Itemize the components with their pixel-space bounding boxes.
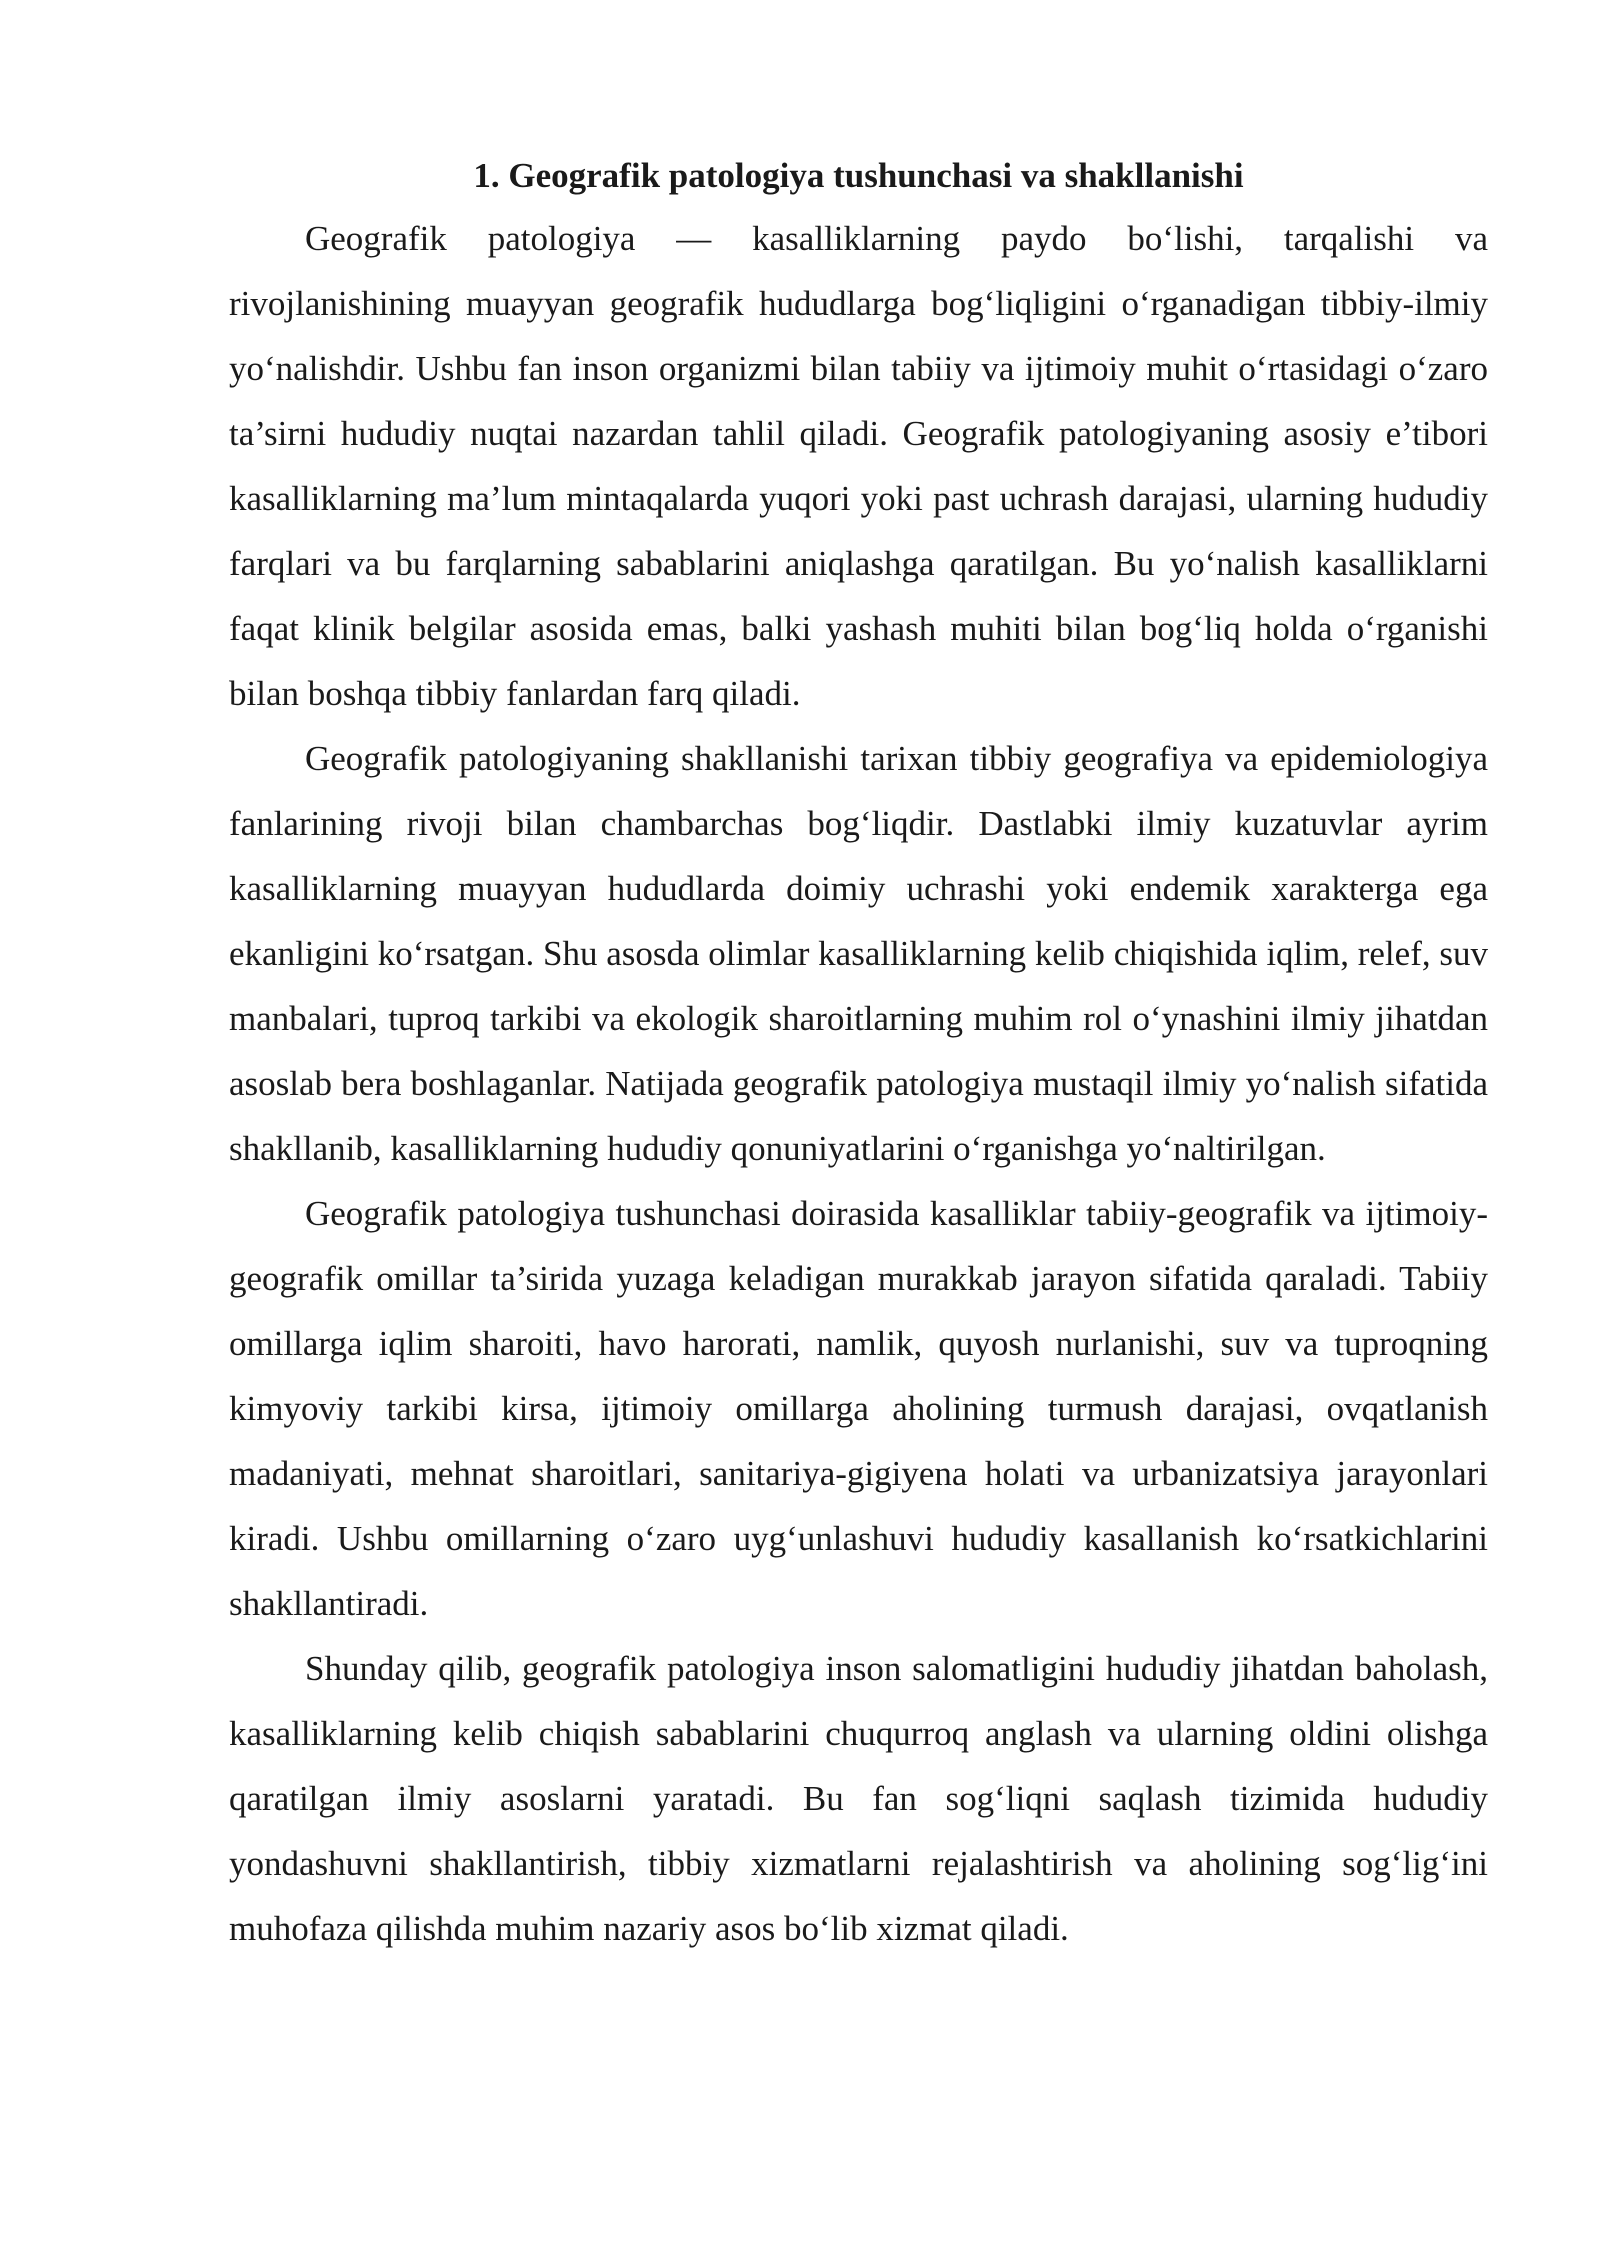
- paragraph-history: Geografik patologiyaning shakllanishi tarixan tibbiy geografiya va epidemiologiya fanlarining rivoji bilan chambarchas bog‘liqdir. Dastlabki ilmiy kuzatuvlar ayrim kasalliklarning muayyan hududlarda doimiy uchrashi yoki endemik xarakterga ega ekanligini ko‘rsatgan. Shu asosda olimlar kasalliklarning kelib chiqishida iqlim, relef, suv manbalari, tuproq tarkibi va ekologik sharoitlarning muhim rol o‘ynashini ilmiy jihatdan asoslab bera boshlaganlar. Natijada geografik patologiya mustaqil ilmiy yo‘nalish sifatida shakllanib, kasalliklarning hududiy qonuniyatlarini o‘rganishga yo‘naltirilgan.: [229, 739, 1488, 1168]
- document-body: [229, 146, 1488, 1961]
- paragraph-factors: Geografik patologiya tushunchasi doirasida kasalliklar tabiiy-geografik va ijtimoiy-geografik omillar ta’sirida yuzaga keladigan murakkab jarayon sifatida qaraladi. Tabiiy omillarga iqlim sharoiti, havo harorati, namlik, quyosh nurlanishi, suv va tuproqning kimyoviy tarkibi kirsa, ijtimoiy omillarga aholining turmush darajasi, ovqatlanish madaniyati, mehnat sharoitlari, sanitariya-gigiyena holati va urbanizatsiya jarayonlari kiradi. Ushbu omillarning o‘zaro uyg‘unlashuvi hududiy kasallanish ko‘rsatkichlarini shakllantiradi.: [229, 1194, 1488, 1623]
- paragraph-conclusion: Shunday qilib, geografik patologiya inson salomatligini hududiy jihatdan baholash, kasalliklarning kelib chiqish sabablarini chuqurroq anglash va ularning oldini olishga qaratilgan ilmiy asoslarni yaratadi. Bu fan sog‘liqni saqlash tizimida hududiy yondashuvni shakllantirish, tibbiy xizmatlarni rejalashtirish va aholining sog‘lig‘ini muhofaza qilishda muhim nazariy asos bo‘lib xizmat qiladi.: [229, 1649, 1488, 1948]
- paragraph-definition: Geografik patologiya — kasalliklarning paydo bo‘lishi, tarqalishi va rivojlanishining muayyan geografik hududlarga bog‘liqligini o‘rganadigan tibbiy-ilmiy yo‘nalishdir. Ushbu fan inson organizmi bilan tabiiy va ijtimoiy muhit o‘rtasidagi o‘zaro ta’sirni hududiy nuqtai nazardan tahlil qiladi. Geografik patologiyaning asosiy e’tibori kasalliklarning ma’lum mintaqalarda yuqori yoki past uchrash darajasi, ularning hududiy farqlari va bu farqlarning sabablarini aniqlashga qaratilgan. Bu yo‘nalish kasalliklarni faqat klinik belgilar asosida emas, balki yashash muhiti bilan bog‘liq holda o‘rganishi bilan boshqa tibbiy fanlardan farq qiladi.: [229, 219, 1488, 713]
- section-heading: 1. Geografik patologiya tushunchasi va shakllanishi: [473, 156, 1244, 195]
